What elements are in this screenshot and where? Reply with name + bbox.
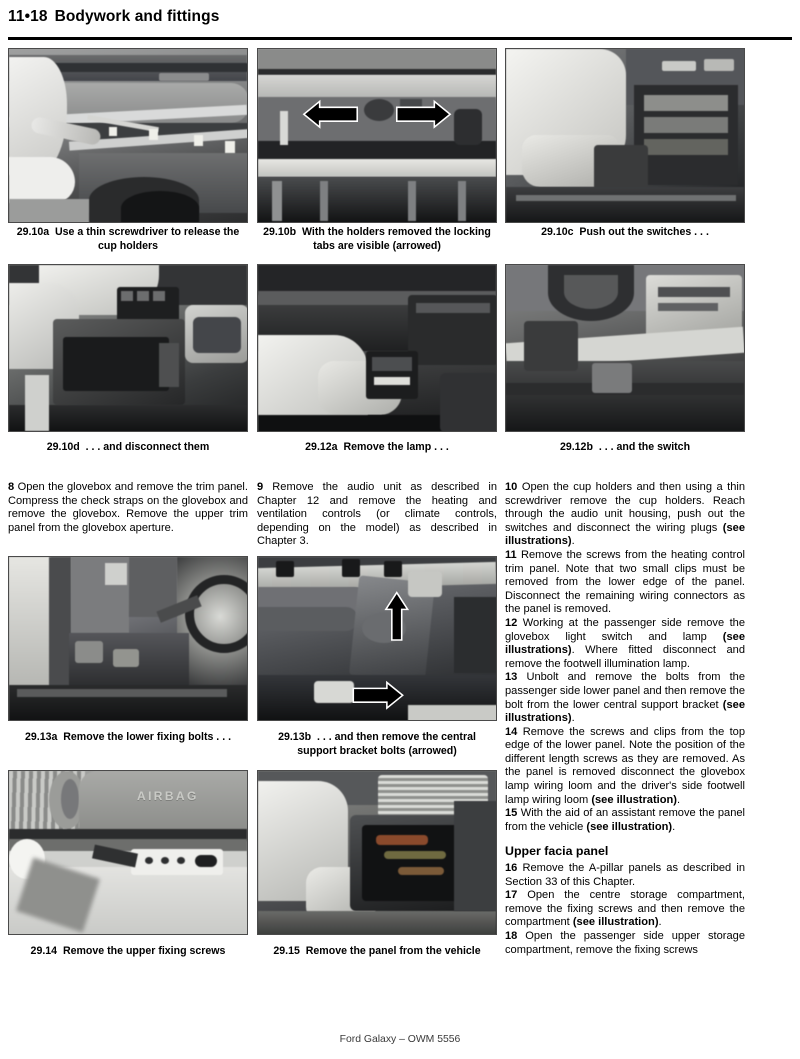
paragraph-11 — [505, 549, 745, 617]
paragraph-number: 15 — [505, 807, 518, 820]
photo-scene — [9, 771, 247, 934]
paragraph-text: Remove the A-pillar panels as described in Section 33 of this Chapter. — [505, 862, 745, 888]
paragraph-text: Open the passenger side upper storage compartment, remove the fixing screws — [505, 930, 745, 956]
paragraph-text: Open the cup holders and then using a thin screwdriver remove the cup holders. Reach through the audio unit housing, push out the switches and disconnect the wiring plugs — [505, 481, 745, 534]
paragraph-number: 16 — [505, 862, 518, 875]
caption-29-12a — [257, 441, 497, 455]
figure-29-14 — [8, 770, 248, 935]
caption-ref: 29.10b — [263, 226, 297, 238]
figure-29-15 — [257, 770, 497, 935]
paragraph-text: . Where fitted disconnect and remove the footwell illumination lamp. — [505, 644, 745, 670]
figure-29-10c — [505, 48, 745, 223]
caption-29-10a — [8, 226, 248, 253]
figure-29-12b — [505, 264, 745, 432]
photo-scene — [9, 265, 247, 431]
photo-scene — [506, 49, 744, 222]
caption-29-14 — [8, 945, 248, 959]
caption-29-12b — [505, 441, 745, 455]
paragraph-8 — [8, 481, 248, 535]
caption-ref: 29.10d — [46, 441, 80, 453]
caption-ref: 29.14 — [30, 945, 58, 957]
paragraph-text: Remove the audio unit as described in Chapter 12 and remove the heating and ventilation controls (or climate controls, depending on the model) as described in Chapter 3. — [257, 481, 497, 548]
paragraph-text: Remove the screws from the heating control trim panel. Note that two small clips must be removed from the lower edge of the panel. Disconnect the remaining wiring connectors as the panel is removed. — [505, 548, 745, 616]
caption-ref: 29.10a — [16, 226, 50, 238]
paragraph-number: 17 — [505, 889, 518, 902]
section-subheading: Upper facia panel — [505, 844, 609, 859]
paragraph-number: 14 — [505, 725, 518, 738]
paragraph-12 — [505, 617, 745, 671]
caption-text: Remove the upper fixing screws — [62, 945, 226, 957]
photo-scene — [506, 265, 744, 431]
paragraph-16 — [505, 862, 745, 889]
figure-29-10b — [257, 48, 497, 223]
caption-ref: 29.10c — [541, 226, 574, 238]
photo-scene — [9, 557, 247, 720]
photo-scene — [258, 557, 496, 720]
page-footer: Ford Galaxy – OWM 5556 — [339, 1034, 461, 1045]
caption-ref: 29.12b — [559, 441, 593, 453]
header-rule — [8, 37, 792, 40]
paragraph-number: 8 — [8, 481, 15, 493]
paragraph-text: Remove the screws and clips from the top edge of the lower panel. Note the position of the different length screws as they are removed. As the panel is removed disconnect the glovebox lamp wiring loom and the driver's side footwell lamp wiring loom — [505, 725, 745, 806]
figure-29-12a — [257, 264, 497, 432]
figure-29-10d — [8, 264, 248, 432]
caption-ref: 29.15 — [273, 945, 300, 957]
text-column-right — [505, 481, 745, 957]
text-column-middle — [257, 481, 497, 549]
paragraph-15 — [505, 807, 745, 834]
paragraph-text: Open the centre storage compartment, remove the fixing screws and then remove the compartment — [505, 889, 745, 929]
caption-text: With the holders removed the locking tabs are visible (arrowed) — [302, 226, 491, 252]
paragraph-18 — [505, 930, 745, 957]
caption-text: Remove the lower fixing bolts . . . — [63, 731, 232, 743]
caption-29-13a — [8, 731, 248, 745]
paragraph-17 — [505, 889, 745, 930]
text-column-left — [8, 481, 248, 535]
photo-scene — [9, 49, 247, 222]
paragraph-text: . — [672, 820, 676, 833]
photo-scene — [258, 49, 496, 222]
photo-scene — [258, 265, 496, 431]
caption-text: Remove the lamp . . . — [343, 441, 449, 453]
paragraph-13 — [505, 671, 745, 725]
figure-29-13b — [257, 556, 497, 721]
paragraph-text: With the aid of an assistant remove the panel from the vehicle — [505, 807, 745, 833]
see-illustration-ref: (see illustration) — [591, 793, 677, 806]
caption-text: Use a thin screwdriver to release the cup holders — [55, 226, 240, 252]
caption-text: Push out the switches . . . — [579, 226, 709, 238]
figure-29-10a — [8, 48, 248, 223]
caption-ref: 29.13b — [278, 731, 312, 743]
caption-text: . . . and disconnect them — [85, 441, 210, 453]
locking-tab-arrows — [258, 49, 496, 222]
caption-29-10c — [505, 226, 745, 240]
caption-29-10b — [257, 226, 497, 253]
caption-29-13b — [257, 731, 497, 758]
caption-text: Remove the panel from the vehicle — [305, 945, 481, 957]
page-folio: 11•18 — [8, 8, 48, 25]
see-illustration-ref: (see illustrations) — [505, 521, 745, 548]
caption-text: . . . and then remove the central support bracket bolts (arrowed) — [297, 731, 476, 757]
caption-29-10d — [8, 441, 248, 455]
paragraph-10 — [505, 481, 745, 549]
paragraph-text: Unbolt and remove the bolts from the passenger side lower panel and then remove the bolt from the lower central support bracket — [505, 671, 745, 711]
paragraph-number: 10 — [505, 481, 518, 493]
page-title: Bodywork and fittings — [54, 8, 220, 25]
caption-ref: 29.12a — [305, 441, 338, 453]
caption-text: . . . and the switch — [598, 441, 691, 453]
support-bracket-bolt-arrows — [258, 557, 496, 720]
paragraph-number: 13 — [505, 671, 518, 684]
caption-29-15 — [257, 945, 497, 959]
airbag-moulding-label: AIRBAG — [137, 789, 199, 803]
see-illustration-ref: (see illustrations) — [505, 698, 745, 725]
see-illustration-ref: (see illustration) — [572, 916, 659, 929]
photo-scene — [258, 771, 496, 934]
paragraph-text: . — [571, 535, 575, 548]
paragraph-text: . — [677, 793, 681, 806]
paragraph-number: 11 — [505, 548, 517, 561]
see-illustration-ref: (see illustration) — [586, 820, 673, 833]
paragraph-14 — [505, 726, 745, 808]
paragraph-text: . — [571, 712, 575, 725]
caption-ref: 29.13a — [24, 731, 58, 743]
see-illustration-ref: (see illustrations) — [505, 630, 745, 657]
paragraph-text: Working at the passenger side remove the glovebox light switch and lamp — [505, 616, 745, 643]
paragraph-number: 18 — [505, 930, 518, 942]
paragraph-number: 12 — [505, 616, 518, 629]
figure-29-13a — [8, 556, 248, 721]
paragraph-9 — [257, 481, 497, 549]
paragraph-text: Open the glovebox and remove the trim panel. Compress the check straps on the glovebox and remove the glovebox. Remove the upper trim panel from the glovebox aperture. — [8, 481, 248, 534]
page-header — [8, 8, 792, 26]
paragraph-number: 9 — [257, 481, 264, 493]
paragraph-text: . — [658, 916, 662, 929]
